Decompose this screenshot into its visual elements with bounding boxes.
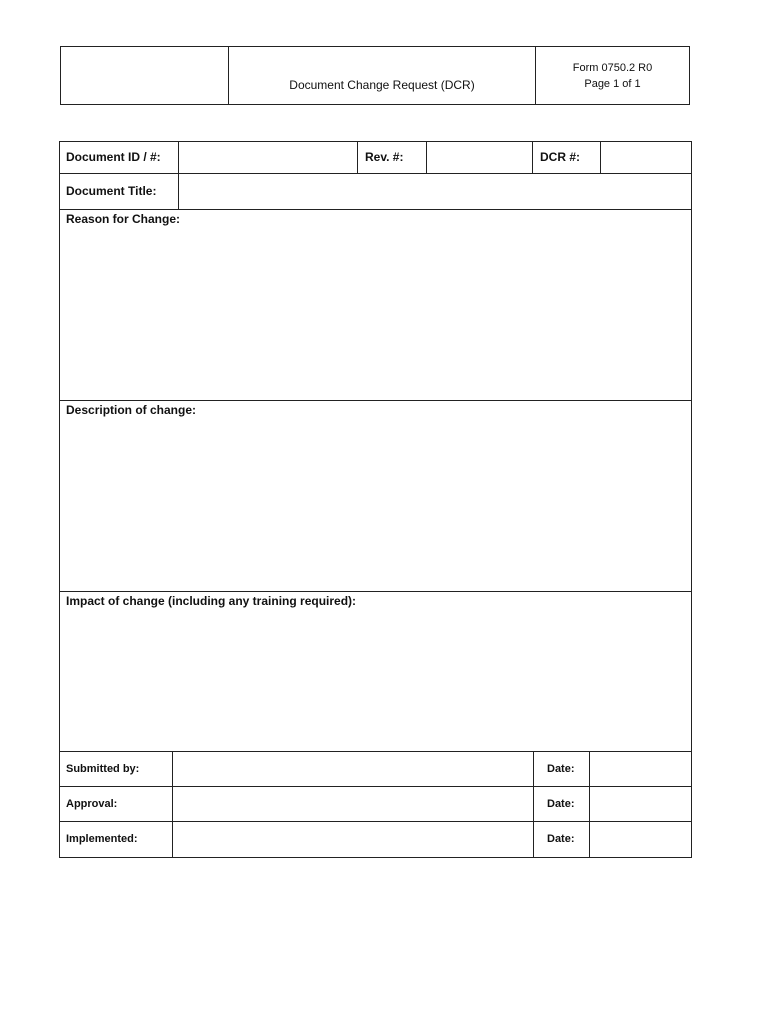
impact-of-change-label: Impact of change (including any training required): bbox=[66, 594, 357, 608]
approval-field[interactable] bbox=[173, 787, 533, 821]
column-divider bbox=[357, 141, 358, 173]
dcr-number-label: DCR #: bbox=[540, 150, 581, 164]
page-number: Page 1 of 1 bbox=[584, 78, 641, 90]
approval-label: Approval: bbox=[66, 798, 118, 810]
implemented-field[interactable] bbox=[173, 822, 533, 857]
submitted-date-field[interactable] bbox=[590, 752, 691, 786]
submitted-by-label: Submitted by: bbox=[66, 763, 140, 775]
impact-of-change-field[interactable] bbox=[60, 610, 691, 751]
document-id-field[interactable] bbox=[179, 142, 357, 173]
document-title-label: Document Title: bbox=[66, 184, 157, 198]
submitted-by-field[interactable] bbox=[173, 752, 533, 786]
reason-for-change-field[interactable] bbox=[60, 228, 691, 400]
approval-date-field[interactable] bbox=[590, 787, 691, 821]
rev-field[interactable] bbox=[427, 142, 532, 173]
form-title: Document Change Request (DCR) bbox=[289, 78, 475, 92]
implemented-date-label: Date: bbox=[547, 833, 575, 845]
description-of-change-field[interactable] bbox=[60, 419, 691, 591]
row-divider bbox=[59, 400, 692, 401]
dcr-number-field[interactable] bbox=[601, 142, 691, 173]
column-divider bbox=[532, 141, 533, 173]
reason-for-change-label: Reason for Change: bbox=[66, 212, 181, 226]
document-title-field[interactable] bbox=[179, 174, 691, 209]
logo-area bbox=[61, 47, 228, 104]
form-number: Form 0750.2 R0 bbox=[572, 62, 653, 74]
description-of-change-label: Description of change: bbox=[66, 403, 197, 417]
row-divider bbox=[59, 591, 692, 592]
implemented-label: Implemented: bbox=[66, 833, 138, 845]
column-divider bbox=[533, 751, 534, 858]
rev-label: Rev. #: bbox=[365, 150, 404, 164]
approval-date-label: Date: bbox=[547, 798, 575, 810]
document-id-label: Document ID / #: bbox=[66, 150, 161, 164]
row-divider bbox=[59, 209, 692, 210]
implemented-date-field[interactable] bbox=[590, 822, 691, 857]
submitted-date-label: Date: bbox=[547, 763, 575, 775]
